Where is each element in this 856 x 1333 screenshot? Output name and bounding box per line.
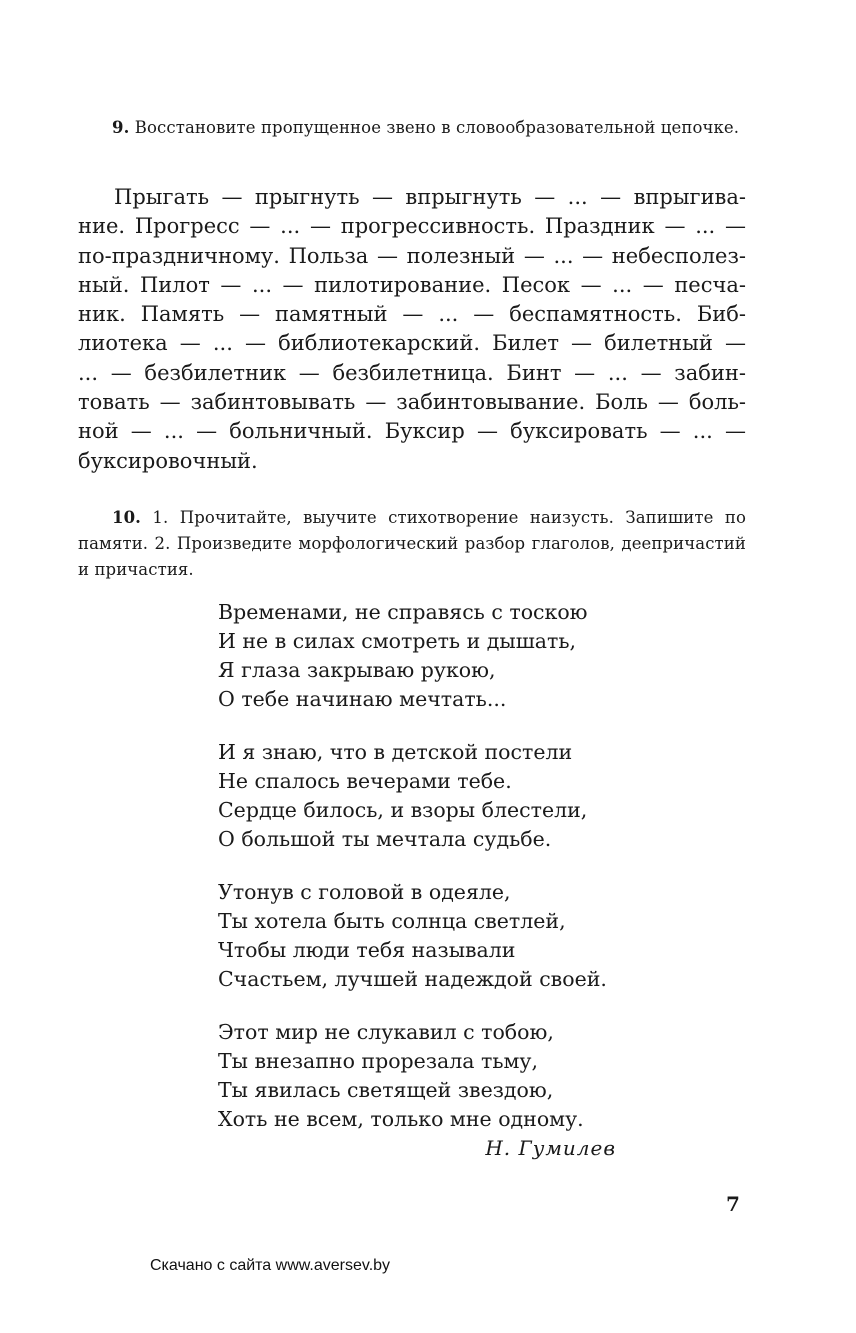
exercise-line: ник. Память — памятный — ... — беспамятность. Биб- (78, 302, 746, 327)
exercise-line: ной — ... — больничный. Буксир — буксировать — ... — (78, 419, 746, 444)
exercise-line: ный. Пилот — ... — пилотирование. Песок — ... — песча- (78, 272, 746, 297)
task-9-text: Восстановите пропущенное звено в словообразовательной цепочке. (134, 118, 740, 137)
exercise-line: Прыгать — прыгнуть — впрыгнуть — ... — впрыгива- (114, 185, 746, 209)
poem-line: Утонув с головой в одеяле, (218, 880, 511, 904)
poem-line: Сердце билось, и взоры блестели, (218, 798, 588, 822)
poem-line: Ты явилась светящей звездою, (218, 1078, 554, 1102)
poem-line: О тебе начинаю мечтать... (218, 687, 507, 711)
poem-line: И не в силах смотреть и дышать, (218, 629, 577, 653)
exercise-line: лиотека — ... — библиотекарский. Билет — билетный — (78, 331, 746, 356)
exercise-line: товать — забинтовывать — забинтовывание. Боль — боль- (78, 390, 746, 415)
exercise-line: буксировочный. (78, 448, 258, 473)
poem-line: Чтобы люди тебя называли (218, 938, 516, 962)
poem-stanza (218, 1018, 638, 1134)
task-9-exercise (78, 183, 746, 476)
poem-line: Не спалось вечерами тебе. (218, 769, 512, 793)
exercise-line: ние. Прогресс — ... — прогрессивность. Праздник — ... — (78, 214, 746, 239)
poem-line: Временами, не справясь с тоскою (218, 600, 588, 624)
poem-line: Ты хотела быть солнца светлей, (218, 909, 566, 933)
poem (218, 598, 638, 1158)
poem-line: И я знаю, что в детской постели (218, 740, 573, 764)
task-10-text: 1. Прочитайте, выучите стихотворение наизусть. Запишите по памяти. 2. Произведите морфологический разбор глаголов, деепричастий и причастия. (78, 508, 746, 579)
poem-line: Ты внезапно прорезала тьму, (218, 1049, 539, 1073)
poem-line: Счастьем, лучшей надеждой своей. (218, 967, 607, 991)
task-9-number: 9. (112, 118, 130, 137)
exercise-line: ... — безбилетник — безбилетница. Бинт — ... — забин- (78, 360, 746, 385)
poem-stanza (218, 878, 638, 994)
exercise-line: по-праздничному. Польза — полезный — ... — небесполез- (78, 243, 746, 268)
poem-author: Н. Гумилев (485, 1136, 616, 1160)
task-10-number: 10. (112, 508, 142, 527)
download-source-footer: Скачано с сайта www.aversev.by (150, 1257, 391, 1274)
task-10-instruction (78, 505, 746, 583)
task-9-instruction (78, 115, 746, 141)
poem-stanza (218, 738, 638, 854)
poem-line: Этот мир не слукавил с тобою, (218, 1020, 554, 1044)
poem-line: Я глаза закрываю рукою, (218, 658, 496, 682)
poem-line: О большой ты мечтала судьбе. (218, 827, 552, 851)
page-number: 7 (726, 1192, 740, 1216)
poem-line: Хоть не всем, только мне одному. (218, 1107, 584, 1131)
poem-stanza (218, 598, 638, 714)
